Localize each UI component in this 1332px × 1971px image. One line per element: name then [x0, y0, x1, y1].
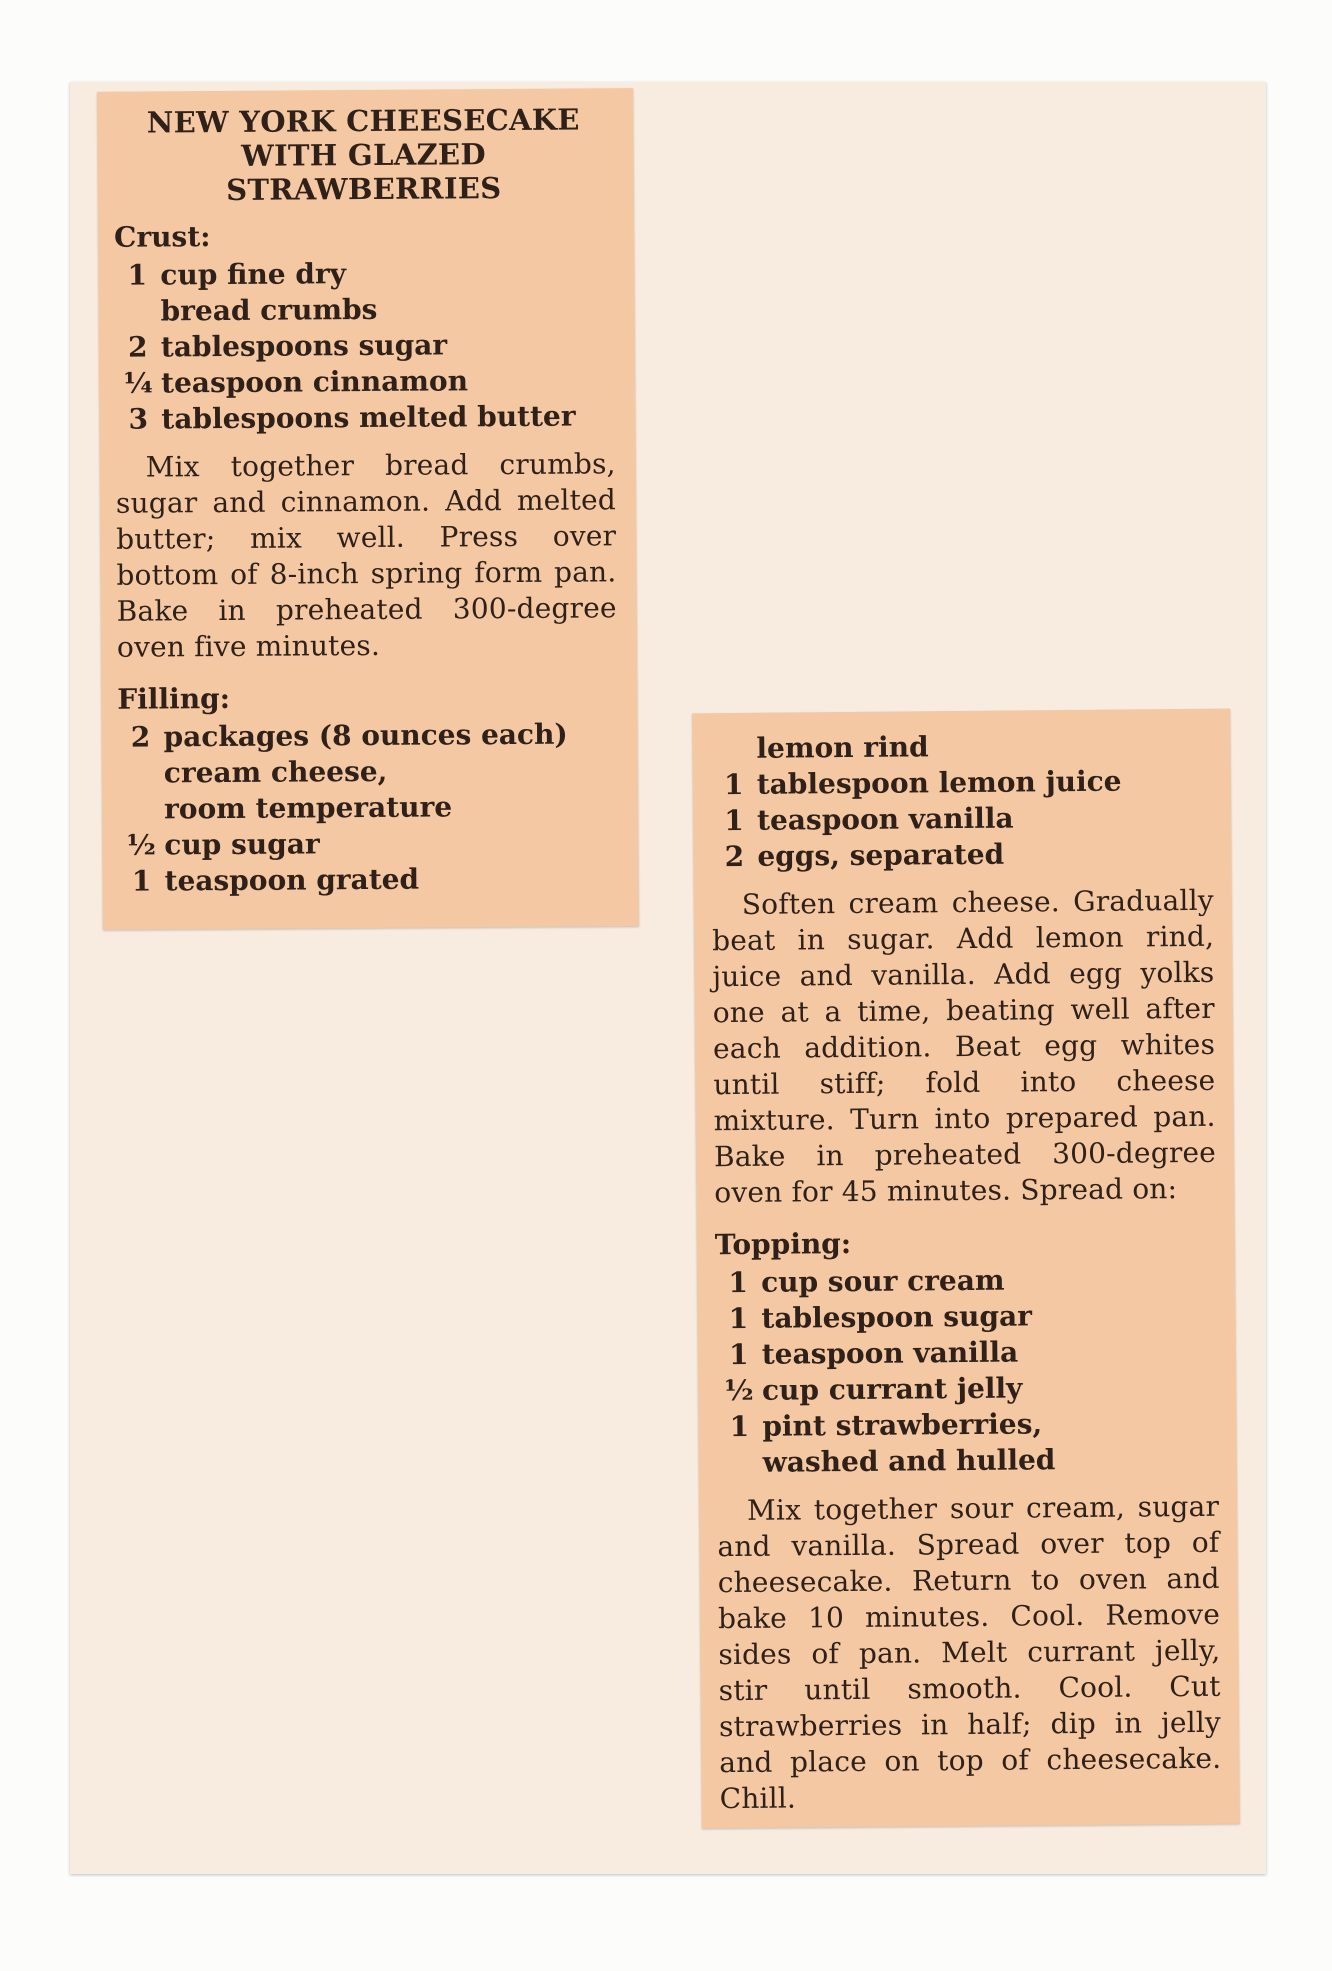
- crust-ingredients: [114, 254, 615, 437]
- filling-heading: Filling:: [117, 681, 231, 716]
- crust-instructions: Mix together bread crumbs, sugar and cinnamon. Add melted butter; mix well. Press over bottom of 8-inch spring form pan. Bake in preheated 300-degree oven five minutes.: [115, 447, 617, 664]
- ingredient-line: cream cheese,: [163, 754, 388, 790]
- title-line: NEW YORK CHEESECAKE: [146, 102, 580, 140]
- ingredient-line: 1 teaspoon grated: [131, 862, 420, 898]
- ingredient-line: 3 tablespoons melted butter: [128, 399, 576, 436]
- ingredient-line: room temperature: [163, 790, 453, 826]
- clipping-left: [97, 88, 639, 930]
- ingredient-line: 1 tablespoon sugar: [728, 1299, 1033, 1336]
- ingredient-line: bread crumbs: [160, 292, 378, 328]
- ingredient-line: 2 eggs, separated: [724, 837, 1005, 874]
- crust-heading: Crust:: [113, 220, 211, 254]
- ingredient-line: ½ cup currant jelly: [724, 1371, 1023, 1408]
- topping-heading: Topping:: [714, 1227, 852, 1262]
- title-line: STRAWBERRIES: [226, 171, 502, 207]
- topping-ingredients: [715, 1261, 1219, 1481]
- ingredient-line: 1 teaspoon vanilla: [724, 801, 1014, 838]
- ingredient-line: 1 teaspoon vanilla: [728, 1335, 1019, 1372]
- recipe-title: [113, 102, 614, 207]
- ingredient-line: 2 packages (8 ounces each): [130, 717, 568, 754]
- filling-instructions: Soften cream cheese. Gradually beat in sugar. Add lemon rind, juice and vanilla. Add egg yolks one at a time, beating well after each addition. Beat egg whites until stiff; fold into cheese mixture. Turn into prepared pan. Bake in preheated 300-degree oven for 45 minutes. Spread on:: [711, 883, 1217, 1210]
- ingredient-line: lemon rind: [756, 730, 929, 765]
- clipping-right: [692, 709, 1240, 1829]
- ingredient-line: 2 tablespoons sugar: [127, 328, 448, 364]
- title-line: WITH GLAZED: [241, 137, 486, 173]
- filling-ingredients-part1: [117, 716, 618, 899]
- topping-instructions: Mix together sour cream, sugar and vanilla. Spread over top of cheesecake. Return to oven and bake 10 minutes. Cool. Remove sides of pan. Melt currant jelly, stir until smooth. Cool. Cut strawberries in half; dip in jelly and place on top of cheesecake. Chill.: [717, 1489, 1222, 1816]
- ingredient-line: washed and hulled: [762, 1443, 1056, 1479]
- filling-ingredients-part2: [710, 727, 1213, 875]
- ingredient-line: 1 cup fine dry: [127, 257, 347, 292]
- ingredient-line: 1 cup sour cream: [728, 1263, 1005, 1300]
- ingredient-line: ½ cup sugar: [126, 827, 320, 862]
- ingredient-line: 1 tablespoon lemon juice: [723, 764, 1122, 802]
- ingredient-line: 1 pint strawberries,: [729, 1407, 1043, 1444]
- ingredient-line: ¼ teaspoon cinnamon: [123, 364, 469, 400]
